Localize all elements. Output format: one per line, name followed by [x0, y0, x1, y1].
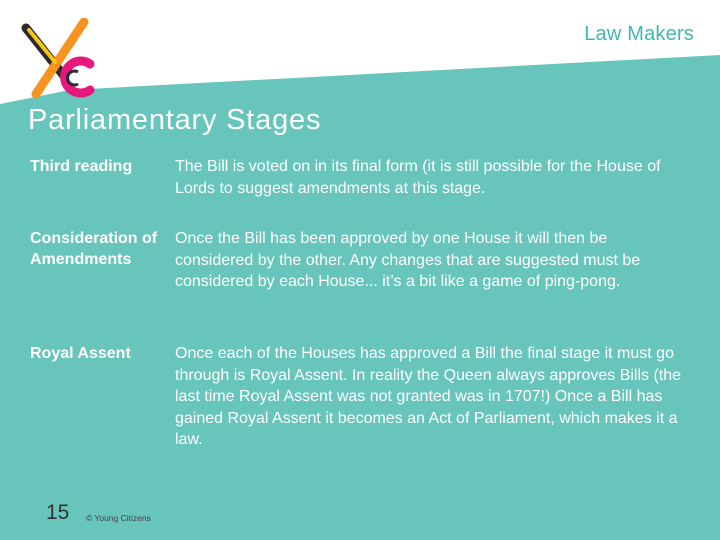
stage-term: Consideration of Amendments — [30, 230, 158, 268]
copyright-notice: © Young Citizens — [86, 513, 151, 523]
header-title: Law Makers — [584, 23, 694, 45]
stage-description: Once each of the Houses has approved a Bill the final stage it must go through is Royal Assent. In reality the Queen always approves Bills (the last time Royal Assent was not granted was in 1707!) Once a Bill has gained Royal Assent it becomes an Act of Parliament, which makes it a law. — [175, 345, 682, 448]
page-number: 15 — [46, 501, 70, 524]
stage-description: The Bill is voted on in its final form (it is still possible for the House of Lords to suggest amendments at this stage. — [175, 158, 661, 197]
stage-term: Third reading — [30, 158, 133, 175]
slide-title: Parliamentary Stages — [28, 104, 322, 136]
stage-description: Once the Bill has been approved by one House it will then be considered by the other. Any changes that are suggested must be considered by each House... it’s a bit like a game of ping-pong. — [175, 230, 641, 290]
stage-term: Royal Assent — [30, 345, 131, 362]
young-citizens-logo-icon — [20, 18, 100, 104]
